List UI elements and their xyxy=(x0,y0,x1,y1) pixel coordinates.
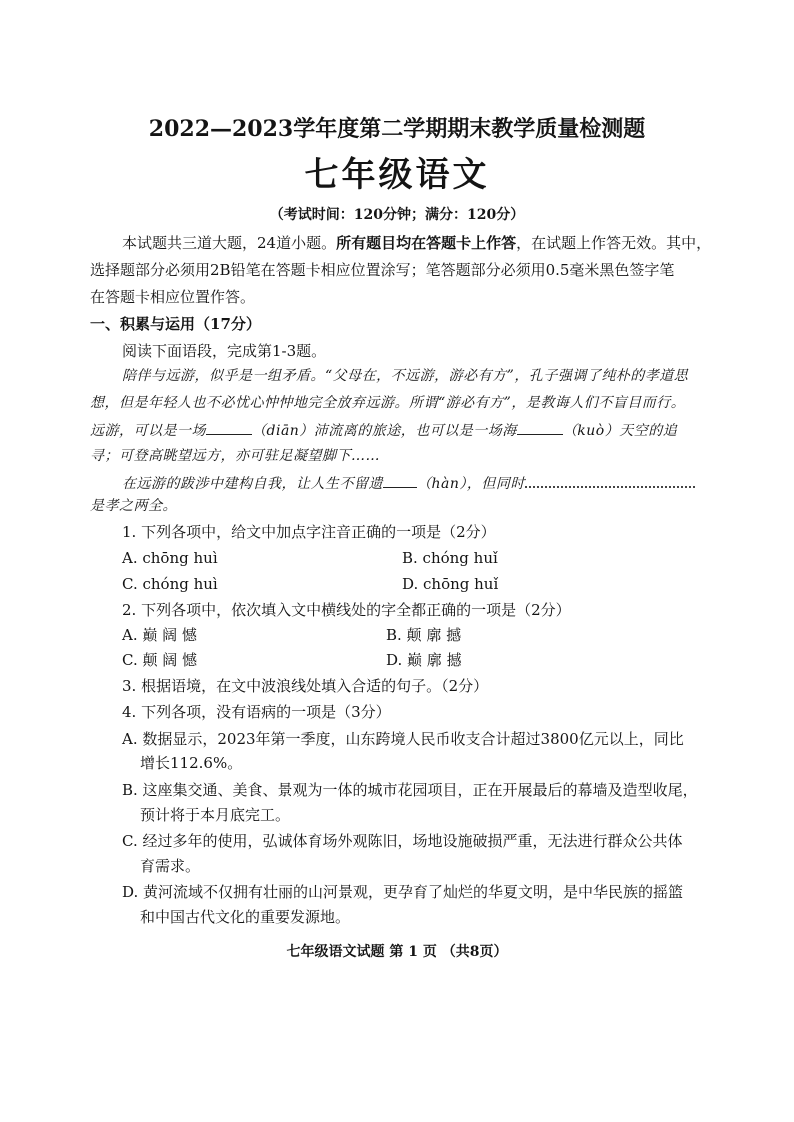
passage-line-6: 是孝之两全。 xyxy=(90,498,177,514)
question-4-option-c-line-2: 育需求。 xyxy=(140,857,201,875)
exam-title: 2022—2023学年度第二学期期末教学质量检测题 xyxy=(148,116,646,142)
question-1-stem: 1. 下列各项中，给文中加点字注音正确的一项是（2分） xyxy=(122,523,496,541)
question-4-option-b-line-1: B. 这座集交通、美食、景观为一体的城市花园项目，正在开展最后的幕墙及造型收尾， xyxy=(122,781,698,799)
instructions-emphasis: 所有题目均在答题卡上作答 xyxy=(336,234,517,252)
instructions-line-3: 在答题卡相应位置作答。 xyxy=(90,288,256,306)
question-2-option-d: D. 巅 廓 撼 xyxy=(386,651,462,669)
question-4-option-a-line-1: A. 数据显示，2023年第一季度，山东跨境人民币收支合计超过3800亿元以上，同比 xyxy=(122,730,684,748)
wavy-line-blank xyxy=(525,472,695,488)
section-intro: 阅读下面语段，完成第1-3题。 xyxy=(122,342,327,360)
fill-blank-3 xyxy=(383,473,417,488)
fill-blank-2 xyxy=(517,420,563,435)
question-4-stem: 4. 下列各项，没有语病的一项是（3分） xyxy=(122,703,391,721)
section-heading: 一、积累与运用（17分） xyxy=(90,315,261,333)
passage-line-2: 想，但是年轻人也不必忧心忡忡地完全放弃远游。所谓“游必有方”，是教诲人们不盲目而行。 xyxy=(90,395,686,411)
passage-line-1: 陪伴与远游，似乎是一组矛盾。“父母在，不远游，游必有方”，孔子强调了纯朴的孝道思 xyxy=(122,368,689,384)
question-4-option-b-line-2: 预计将于本月底完工。 xyxy=(140,806,291,824)
subject-title: 七年级语文 xyxy=(304,155,490,195)
question-3-stem: 3. 根据语境，在文中波浪线处填入合适的句子。（2分） xyxy=(122,677,489,695)
question-4-option-d-line-1: D. 黄河流域不仅拥有壮丽的山河景观，更孕育了灿烂的华夏文明，是中华民族的摇篮 xyxy=(122,883,684,901)
question-1-option-b: B. chóng huǐ xyxy=(402,549,498,567)
question-1-option-d: D. chōng huǐ xyxy=(402,575,499,593)
question-4-option-c-line-1: C. 经过多年的使用，弘诚体育场外观陈旧，场地设施破损严重，无法进行群众公共体 xyxy=(122,832,683,850)
passage-line-5: 在远游的跋涉中建构自我，让人生不留遗 （hàn），但同时 xyxy=(122,472,695,494)
instructions-line-1: 本试题共三道大题，24道小题。所有题目均在答题卡上作答，在试题上作答无效。其中， xyxy=(122,234,712,252)
question-4-option-d-line-2: 和中国古代文化的重要发源地。 xyxy=(140,908,351,926)
exam-info: （考试时间：120分钟；满分：120分） xyxy=(269,207,525,223)
page-footer: 七年级语文试题 第 1 页 （共8页） xyxy=(286,944,508,960)
question-1-option-a: A. chōng huì xyxy=(122,549,218,567)
question-2-option-c: C. 颠 阔 憾 xyxy=(122,651,198,669)
question-1-option-c: C. chóng huì xyxy=(122,575,218,593)
fill-blank-1 xyxy=(206,420,252,435)
passage-line-3: 远游，可以是一场 （diān）沛流离的旅途，也可以是一场海 （kuò）天空的追 xyxy=(90,420,677,441)
question-2-option-a: A. 巅 阔 憾 xyxy=(122,626,197,644)
passage-line-4: 寻；可登高眺望远方，亦可驻足凝望脚下…… xyxy=(90,448,380,464)
question-2-option-b: B. 颠 廓 撼 xyxy=(386,626,462,644)
instructions-line-2: 选择题部分必须用2B铅笔在答题卡相应位置涂写；笔答题部分必须用0.5毫米黑色签字笔 xyxy=(90,261,675,279)
question-2-stem: 2. 下列各项中，依次填入文中横线处的字全都正确的一项是（2分） xyxy=(122,601,571,619)
question-4-option-a-line-2: 增长112.6%。 xyxy=(140,754,243,772)
